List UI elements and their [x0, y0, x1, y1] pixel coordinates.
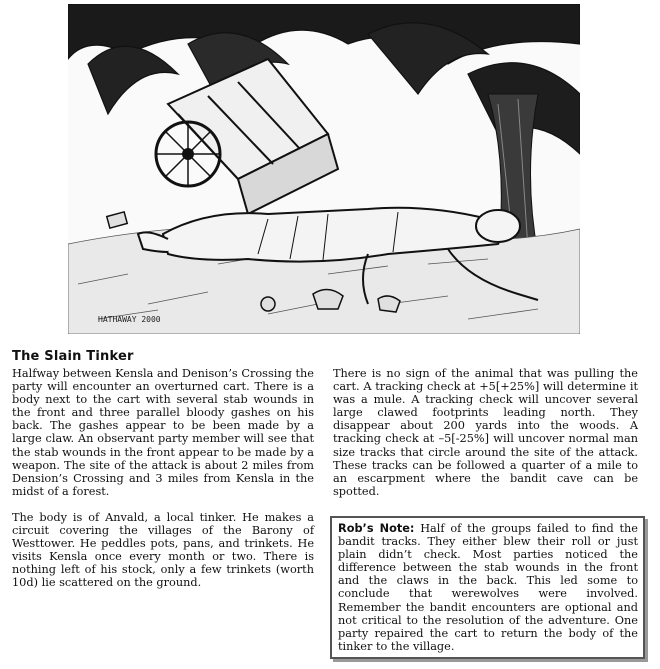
robs-note-box — [330, 516, 645, 659]
paragraph-encounter: Halfway between Kensla and Denison’s Crossing the party will encounter an overturned cart. There is a body next to the cart with several stab wounds in the front and three parallel bloody gashes on his back. The gashes appear to be been made by a large claw. An observant party member will see that the stab wounds in the front appear to be made by a weapon. The site of the attack is about 2 miles from Dension’s Crossing and 3 miles from Kensla in the midst of a forest. — [12, 367, 314, 498]
slain-tinker-illustration — [68, 4, 580, 334]
note-label: Rob’s Note: — [338, 522, 415, 535]
left-column — [12, 349, 314, 590]
note-text: Half of the groups failed to find the bandit tracks. They either blew their roll or just plain didn’t check. Most parties noticed the difference between the stab wounds in the front and the claws in the back. This led some to conclude that werewolves were involved. Remember the bandit encounters are optional and not critical to the resolution of the adventure. One party repaired the cart to return the body of the tinker to the village. — [338, 522, 638, 653]
right-column — [333, 367, 638, 498]
paragraph-tracking: There is no sign of the animal that was pulling the cart. A tracking check at +5[+25%] will determine it was a mule. A tracking check will uncover several large clawed footprints leading north. They disappear about 200 yards into the woods. A tracking check at –5[-25%] will uncover normal man size tracks that circle around the site of the attack. These tracks can be followed a quarter of a mile to an escarpment where the bandit cave can be spotted. — [333, 367, 638, 498]
paragraph-tinker: The body is of Anvald, a local tinker. He makes a circuit covering the villages of the Barony of Westtower. He peddles pots, pans, and trinkets. He visits Kensla once every month or two. There is nothing left of his stock, only a few trinkets (worth 10d) lie scattered on the ground. — [12, 510, 314, 590]
artist-signature: HATHAWAY 2000 — [98, 315, 161, 324]
page-title: The Slain Tinker — [12, 349, 134, 364]
illustration-drawing — [68, 4, 580, 334]
